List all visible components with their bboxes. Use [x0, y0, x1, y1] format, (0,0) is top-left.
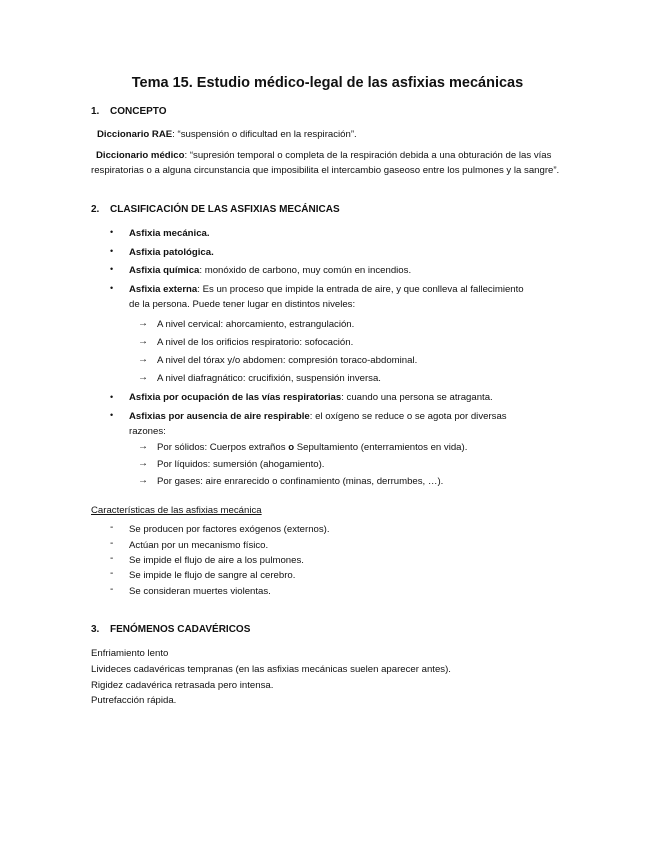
- list-item: [129, 282, 529, 312]
- item-text: : cuando una persona se atraganta.: [341, 392, 493, 403]
- arrow-icon: →: [138, 372, 148, 383]
- dash-icon: -: [110, 553, 114, 564]
- item-label: Asfixia externa: [129, 284, 198, 295]
- section-heading-clasificacion: [91, 204, 340, 215]
- section-number: 2.: [91, 204, 100, 215]
- section-number: 1.: [91, 106, 100, 117]
- rae-definition: : “suspensión o dificultad en la respiración”.: [172, 129, 357, 140]
- arrow-icon: →: [138, 354, 148, 365]
- item-label: Asfixia por ocupación de las vías respiratorias: [129, 392, 342, 403]
- section-title: CLASIFICACIÓN DE LAS ASFIXIAS MECÁNICAS: [110, 204, 340, 215]
- rae-label: Diccionario RAE: [97, 129, 173, 140]
- list-item: Se consideran muertes violentas.: [129, 586, 271, 597]
- section-heading-fenomenos: [91, 624, 250, 635]
- dash-icon: -: [110, 584, 114, 595]
- list-item: Se impide le flujo de sangre al cerebro.: [129, 570, 296, 581]
- sub-list-item: A nivel del tórax y/o abdomen: compresión toraco-abdominal.: [157, 355, 418, 366]
- text-line: Rigidez cadavérica retrasada pero intensa.: [91, 680, 274, 691]
- list-item: [129, 226, 210, 241]
- dash-icon: -: [110, 538, 114, 549]
- text-line: Enfriamiento lento: [91, 648, 169, 659]
- sub-item-text: Sepultamiento (enterramientos en vida).: [294, 442, 468, 453]
- dash-icon: -: [110, 568, 114, 579]
- list-item: [129, 245, 214, 260]
- sub-item-text: Por líquidos: sumersión (ahogamiento).: [157, 459, 325, 470]
- item-text: : el oxígeno se reduce o se agota por diversas razones:: [129, 411, 507, 437]
- arrow-icon: →: [138, 441, 148, 452]
- sub-list-item: A nivel de los orificios respiratorio: sofocación.: [157, 337, 354, 348]
- item-label: Asfixia patológica.: [129, 247, 214, 258]
- sub-list-item: [157, 474, 443, 489]
- bullet-icon: •: [110, 227, 114, 237]
- list-item: [129, 390, 493, 405]
- bullet-icon: •: [110, 410, 114, 420]
- item-text: : monóxido de carbono, muy común en incendios.: [199, 265, 412, 276]
- list-item: Se impide el flujo de aire a los pulmones.: [129, 555, 304, 566]
- item-label: Asfixia mecánica.: [129, 228, 210, 239]
- document-title: Tema 15. Estudio médico-legal de las asfixias mecánicas: [131, 75, 524, 91]
- section-heading-concepto: [91, 106, 167, 117]
- paragraph-medico: [91, 148, 561, 178]
- section-title: FENÓMENOS CADAVÉRICOS: [110, 624, 251, 635]
- dash-icon: -: [110, 522, 114, 533]
- list-item: [129, 263, 411, 278]
- arrow-icon: →: [138, 475, 148, 486]
- section-number: 3.: [91, 624, 100, 635]
- paragraph-rae: [97, 127, 357, 142]
- sub-list-item: [157, 457, 324, 472]
- list-item: [129, 409, 539, 439]
- item-text: : Es un proceso que impide la entrada de aire, y que conlleva al fallecimiento de la persona. Puede tener lugar en distintos niveles:: [129, 284, 524, 310]
- medico-definition: : “supresión temporal o completa de la respiración debida a una obturación de las vías respiratorias o a alguna circunstancia que imposibilita el intercambio gaseoso entre los pulmones y la sangre”.: [91, 150, 560, 176]
- arrow-icon: →: [138, 458, 148, 469]
- item-label: Asfixia química: [129, 265, 200, 276]
- sub-item-bold: o: [288, 442, 295, 453]
- list-item: Se producen por factores exógenos (externos).: [129, 524, 330, 535]
- sub-list-item: A nivel cervical: ahorcamiento, estrangulación.: [157, 319, 355, 330]
- sub-item-text: Por gases: aire enrarecido o confinamiento (minas, derrumbes, …).: [157, 476, 444, 487]
- section-title: CONCEPTO: [110, 106, 167, 117]
- arrow-icon: →: [138, 318, 148, 329]
- bullet-icon: •: [110, 246, 114, 256]
- sub-list-item: A nivel diafragnático: crucifixión, suspensión inversa.: [157, 373, 381, 384]
- bullet-icon: •: [110, 283, 114, 293]
- text-line: Putrefacción rápida.: [91, 695, 177, 706]
- medico-label: Diccionario médico: [96, 150, 185, 161]
- sub-list-item: [157, 440, 467, 455]
- sub-item-text: Por sólidos: Cuerpos extraños: [157, 442, 289, 453]
- arrow-icon: →: [138, 336, 148, 347]
- bullet-icon: •: [110, 392, 114, 402]
- list-item: Actúan por un mecanismo físico.: [129, 540, 269, 551]
- item-label: Asfixias por ausencia de aire respirable: [129, 411, 310, 422]
- text-line: Livideces cadavéricas tempranas (en las asfixias mecánicas suelen aparecer antes).: [91, 664, 451, 675]
- caracteristicas-heading: Características de las asfixias mecánica: [91, 505, 262, 516]
- bullet-icon: •: [110, 264, 114, 274]
